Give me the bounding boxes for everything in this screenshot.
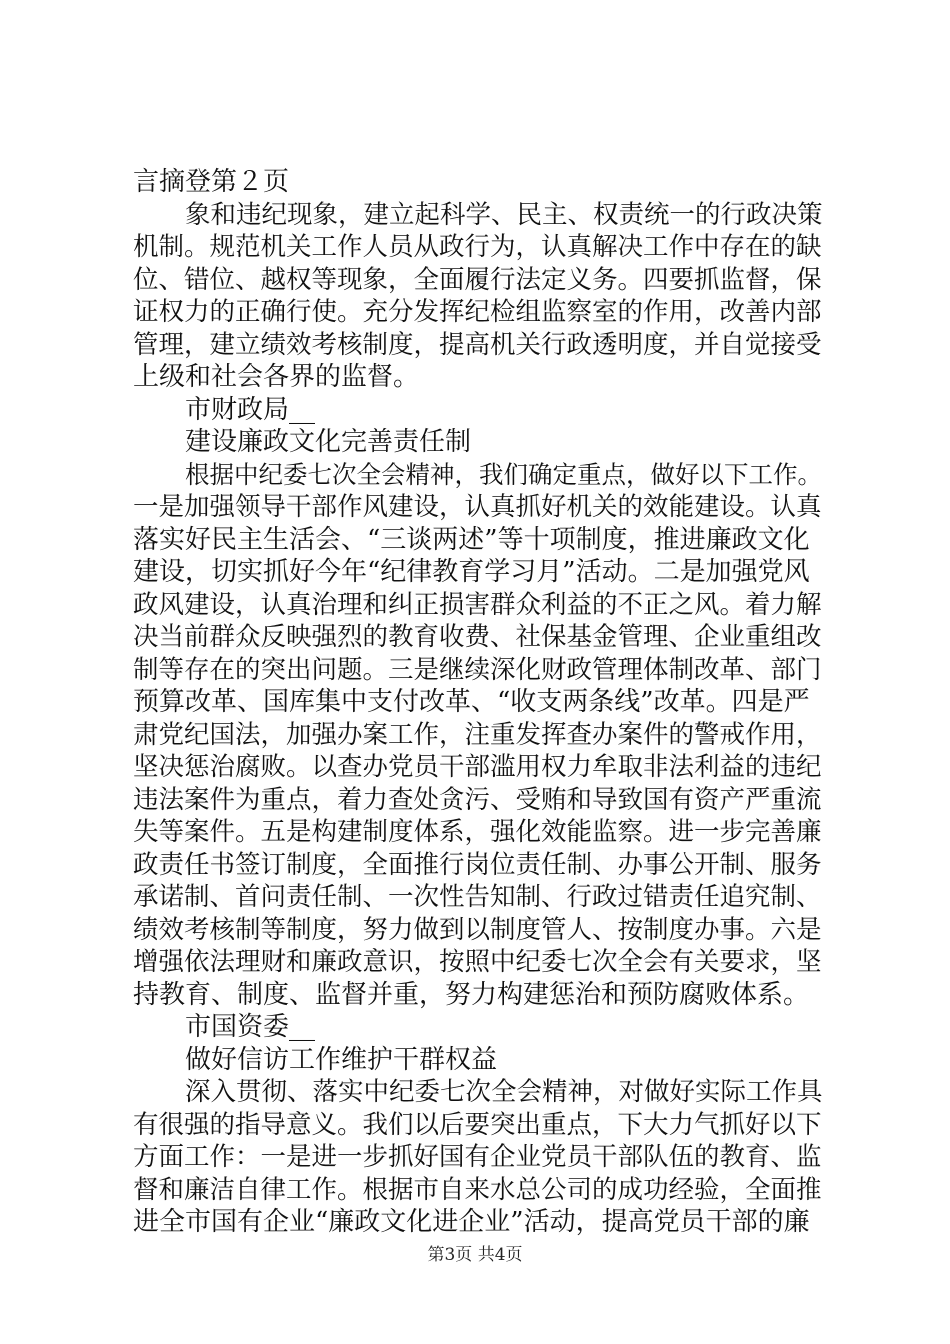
text-line: 深入贯彻、落实中纪委七次全会精神，对做好实际工作具 <box>185 1077 823 1107</box>
text-line: 政风建设，认真治理和纠正损害群众利益的不正之风。着力解 <box>133 589 822 620</box>
text-line: 绩效考核制等制度，努力做到以制度管人、按制度办事。六是 <box>133 914 822 945</box>
text-line: 督和廉洁自律工作。根据市自来水总公司的成功经验，全面推 <box>133 1174 822 1205</box>
document-body <box>133 166 833 1239</box>
text-line: 持教育、制度、监督并重，努力构建惩治和预防腐败体系。 <box>133 979 810 1010</box>
text-line: 承诺制、首问责任制、一次性告知制、行政过错责任追究制、 <box>133 882 822 912</box>
text-line: 有很强的指导意义。我们以后要突出重点，下大力气抓好以下 <box>133 1109 822 1140</box>
text-line: 增强依法理财和廉政意识，按照中纪委七次全会有关要求，坚 <box>133 947 822 977</box>
text-line: 市财政局__ <box>185 394 316 425</box>
text-line: 机制。规范机关工作人员从政行为，认真解决工作中存在的缺 <box>133 232 822 262</box>
text-line: 证权力的正确行使。充分发挥纪检组监察室的作用，改善内部 <box>133 297 822 327</box>
text-line: 上级和社会各界的监督。 <box>133 362 420 392</box>
text-line: 管理，建立绩效考核制度，提高机关行政透明度，并自觉接受 <box>133 329 822 360</box>
text-line: 落实好民主生活会、“三谈两述”等十项制度，推进廉政文化 <box>133 524 810 555</box>
text-line: 言摘登第２页 <box>133 167 290 197</box>
text-line: 建设廉政文化完善责任制 <box>185 427 472 457</box>
text-line: 预算改革、国库集中支付改革、“收支两条线”改革。四是严 <box>133 687 810 717</box>
text-line: 决当前群众反映强烈的教育收费、社保基金管理、企业重组改 <box>133 622 822 652</box>
text-line: 做好信访工作维护干群权益 <box>185 1044 498 1075</box>
text-line: 进全市国有企业“廉政文化进企业”活动，提高党员干部的廉 <box>133 1207 810 1237</box>
text-line: 违法案件为重点，着力查处贪污、受贿和导致国有资产严重流 <box>133 784 822 815</box>
text-line: 肃党纪国法，加强办案工作，注重发挥查办案件的警戒作用， <box>133 719 822 750</box>
text-line: 政责任书签订制度，全面推行岗位责任制、办事公开制、服务 <box>133 849 822 880</box>
text-line: 根据中纪委七次全会精神，我们确定重点，做好以下工作。 <box>185 459 822 489</box>
page-footer: 第3页 共4页 <box>427 1245 523 1265</box>
text-line: 一是加强领导干部作风建设，认真抓好机关的效能建设。认真 <box>133 492 822 522</box>
text-line: 失等案件。五是构建制度体系，强化效能监察。进一步完善廉 <box>133 817 822 847</box>
text-line: 制等存在的突出问题。三是继续深化财政管理体制改革、部门 <box>133 654 822 685</box>
text-line: 方面工作：一是进一步抓好国有企业党员干部队伍的教育、监 <box>133 1142 822 1172</box>
text-line: 坚决惩治腐败。以查办党员干部滥用权力牟取非法利益的违纪 <box>133 752 822 782</box>
text-line: 市国资委__ <box>185 1012 316 1042</box>
text-line: 建设，切实抓好今年“纪律教育学习月”活动。二是加强党风 <box>133 557 810 587</box>
text-line: 象和违纪现象，建立起科学、民主、权责统一的行政决策 <box>185 199 823 230</box>
text-line: 位、错位、越权等现象，全面履行法定义务。四要抓监督，保 <box>133 264 822 295</box>
